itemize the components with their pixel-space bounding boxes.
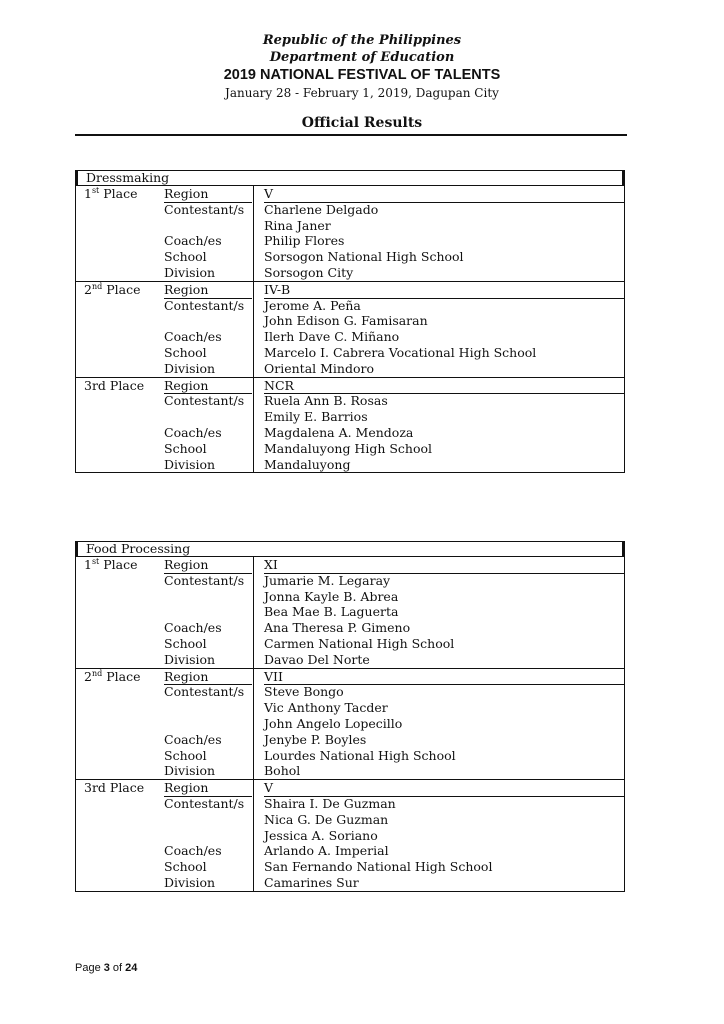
result-row: [76, 684, 624, 700]
field-label: Contestant/s: [164, 684, 245, 700]
place-suffix: st: [91, 556, 100, 566]
result-row: [76, 557, 624, 573]
field-label: School: [164, 747, 207, 763]
placement-block: [75, 378, 625, 474]
place-suffix: nd: [91, 281, 103, 291]
document-title: 2019 NATIONAL FESTIVAL OF TALENTS: [223, 67, 501, 83]
field-value: Shaira I. De Guzman: [264, 795, 396, 811]
field-value: Carmen National High School: [264, 635, 455, 651]
field-value: Davao Del Norte: [264, 652, 624, 669]
field-value: Mandaluyong High School: [264, 440, 433, 456]
result-row: [76, 589, 624, 605]
result-row: [76, 282, 624, 298]
field-value: Emily E. Barrios: [264, 409, 368, 425]
field-value: San Fernando National High School: [264, 859, 493, 875]
field-label: Division: [164, 875, 252, 892]
result-row: [76, 361, 624, 377]
place-number: 1: [84, 186, 92, 201]
result-row: [76, 669, 624, 685]
field-label: Division: [164, 763, 252, 780]
field-value: John Angelo Lopecillo: [264, 715, 403, 731]
placement-block: [75, 282, 625, 378]
result-row: [76, 652, 624, 668]
result-row: [76, 732, 624, 748]
field-value: VII: [264, 669, 624, 686]
field-label: Coach/es: [164, 233, 222, 249]
result-row: [76, 636, 624, 652]
result-row: [76, 700, 624, 716]
field-value: Philip Flores: [264, 233, 345, 249]
result-row: [76, 186, 624, 202]
field-label: Contestant/s: [164, 201, 245, 217]
result-row: [76, 604, 624, 620]
field-value: Rina Janer: [264, 217, 331, 233]
field-label: Region: [164, 282, 252, 299]
result-row: [76, 716, 624, 732]
field-value: Steve Bongo: [264, 684, 344, 700]
place-number: 2: [84, 281, 92, 297]
field-label: School: [164, 249, 207, 265]
field-value: V: [264, 780, 624, 797]
result-row: [76, 313, 624, 329]
field-value: Bohol: [264, 763, 624, 780]
field-label: Coach/es: [164, 424, 222, 440]
placement-block: [75, 780, 625, 892]
result-row: [76, 748, 624, 764]
result-row: [76, 620, 624, 636]
place-word: Place: [102, 668, 141, 684]
result-row: [76, 298, 624, 314]
field-value: Mandaluyong: [264, 457, 624, 474]
field-label: Coach/es: [164, 620, 222, 636]
place-word: Place: [102, 281, 141, 297]
field-value: Ruela Ann B. Rosas: [264, 393, 388, 409]
placement-block: [75, 556, 625, 669]
placement-block: [75, 669, 625, 781]
place-label: [84, 557, 166, 573]
field-label: Division: [164, 265, 252, 282]
result-row: [76, 812, 624, 828]
field-label: Division: [164, 457, 252, 474]
field-value: Lourdes National High School: [264, 747, 456, 763]
result-row: [76, 843, 624, 859]
field-label: Contestant/s: [164, 297, 245, 313]
field-label: Region: [164, 669, 252, 686]
place-number: 1: [84, 557, 92, 572]
field-label: Coach/es: [164, 731, 222, 747]
field-value: Sorsogon City: [264, 265, 624, 282]
place-label: [84, 780, 166, 796]
field-label: Contestant/s: [164, 393, 245, 409]
field-value: Ilerh Dave C. Miñano: [264, 329, 400, 345]
result-row: [76, 265, 624, 281]
footer-total-pages: 24: [125, 962, 138, 974]
place-suffix: nd: [91, 668, 103, 678]
footer-mid: of: [109, 962, 126, 974]
result-row: [76, 780, 624, 796]
field-value: Charlene Delgado: [264, 201, 379, 217]
field-value: Camarines Sur: [264, 875, 624, 892]
result-row: [76, 393, 624, 409]
result-row: [76, 441, 624, 457]
field-value: Oriental Mindoro: [264, 361, 624, 378]
result-row: [76, 218, 624, 234]
field-value: Bea Mae B. Laguerta: [264, 604, 399, 620]
header-department: Department of Education: [269, 50, 455, 65]
field-value: Jenybe P. Boyles: [264, 731, 367, 747]
results-table-food-processing: [75, 541, 625, 892]
results-table-dressmaking: [75, 170, 625, 473]
field-value: Vic Anthony Tacder: [264, 700, 388, 716]
footer-prefix: Page: [75, 962, 104, 974]
header-rule: [75, 134, 627, 136]
result-row: [76, 202, 624, 218]
result-row: [76, 457, 624, 473]
place-number: 3rd Place: [84, 377, 145, 393]
field-label: Division: [164, 652, 252, 669]
field-label: Region: [164, 378, 252, 395]
field-label: School: [164, 859, 207, 875]
field-value: Marcelo I. Cabrera Vocational High School: [264, 344, 537, 360]
result-row: [76, 425, 624, 441]
result-row: [76, 233, 624, 249]
field-value: Ana Theresa P. Gimeno: [264, 620, 411, 636]
field-label: School: [164, 635, 207, 651]
field-label: School: [164, 344, 207, 360]
field-value: XI: [264, 557, 624, 574]
section-title: Official Results: [301, 115, 423, 131]
event-dates: January 28 - February 1, 2019, Dagupan City: [225, 86, 499, 100]
place-number: 2: [84, 668, 92, 684]
field-value: Jumarie M. Legaray: [264, 572, 391, 588]
result-row: [76, 859, 624, 875]
field-label: Region: [164, 186, 252, 203]
place-label: [84, 378, 166, 394]
field-label: Coach/es: [164, 843, 222, 859]
field-label: Coach/es: [164, 329, 222, 345]
field-value: Sorsogon National High School: [264, 249, 464, 265]
field-value: Nica G. De Guzman: [264, 811, 389, 827]
footer-current-page: 3: [103, 962, 110, 974]
field-label: Region: [164, 557, 252, 574]
page-footer: [75, 962, 137, 974]
field-value: Magdalena A. Mendoza: [264, 424, 414, 440]
field-label: Division: [164, 361, 252, 378]
result-row: [76, 573, 624, 589]
field-label: School: [164, 440, 207, 456]
result-row: [76, 828, 624, 844]
field-value: Jessica A. Soriano: [264, 827, 378, 843]
category-title: Dressmaking: [75, 170, 625, 185]
place-word: Place: [99, 557, 138, 572]
field-value: IV-B: [264, 282, 624, 299]
field-value: V: [264, 186, 624, 203]
field-value: Jerome A. Peña: [264, 297, 361, 313]
place-label: [84, 186, 166, 202]
result-row: [76, 796, 624, 812]
place-label: [84, 282, 166, 298]
placement-block: [75, 185, 625, 282]
place-label: [84, 669, 166, 685]
place-suffix: st: [91, 185, 100, 195]
result-row: [76, 345, 624, 361]
result-row: [76, 378, 624, 394]
result-row: [76, 329, 624, 345]
place-word: Place: [99, 186, 138, 201]
result-row: [76, 875, 624, 891]
field-value: Jonna Kayle B. Abrea: [264, 588, 399, 604]
category-title: Food Processing: [75, 541, 625, 556]
field-value: NCR: [264, 378, 624, 395]
field-label: Contestant/s: [164, 795, 245, 811]
result-row: [76, 409, 624, 425]
field-value: John Edison G. Famisaran: [264, 313, 428, 329]
field-label: Contestant/s: [164, 572, 245, 588]
header-republic: Republic of the Philippines: [262, 33, 462, 48]
place-number: 3rd Place: [84, 780, 145, 796]
result-row: [76, 249, 624, 265]
field-value: Arlando A. Imperial: [264, 843, 389, 859]
result-row: [76, 763, 624, 779]
field-label: Region: [164, 780, 252, 797]
